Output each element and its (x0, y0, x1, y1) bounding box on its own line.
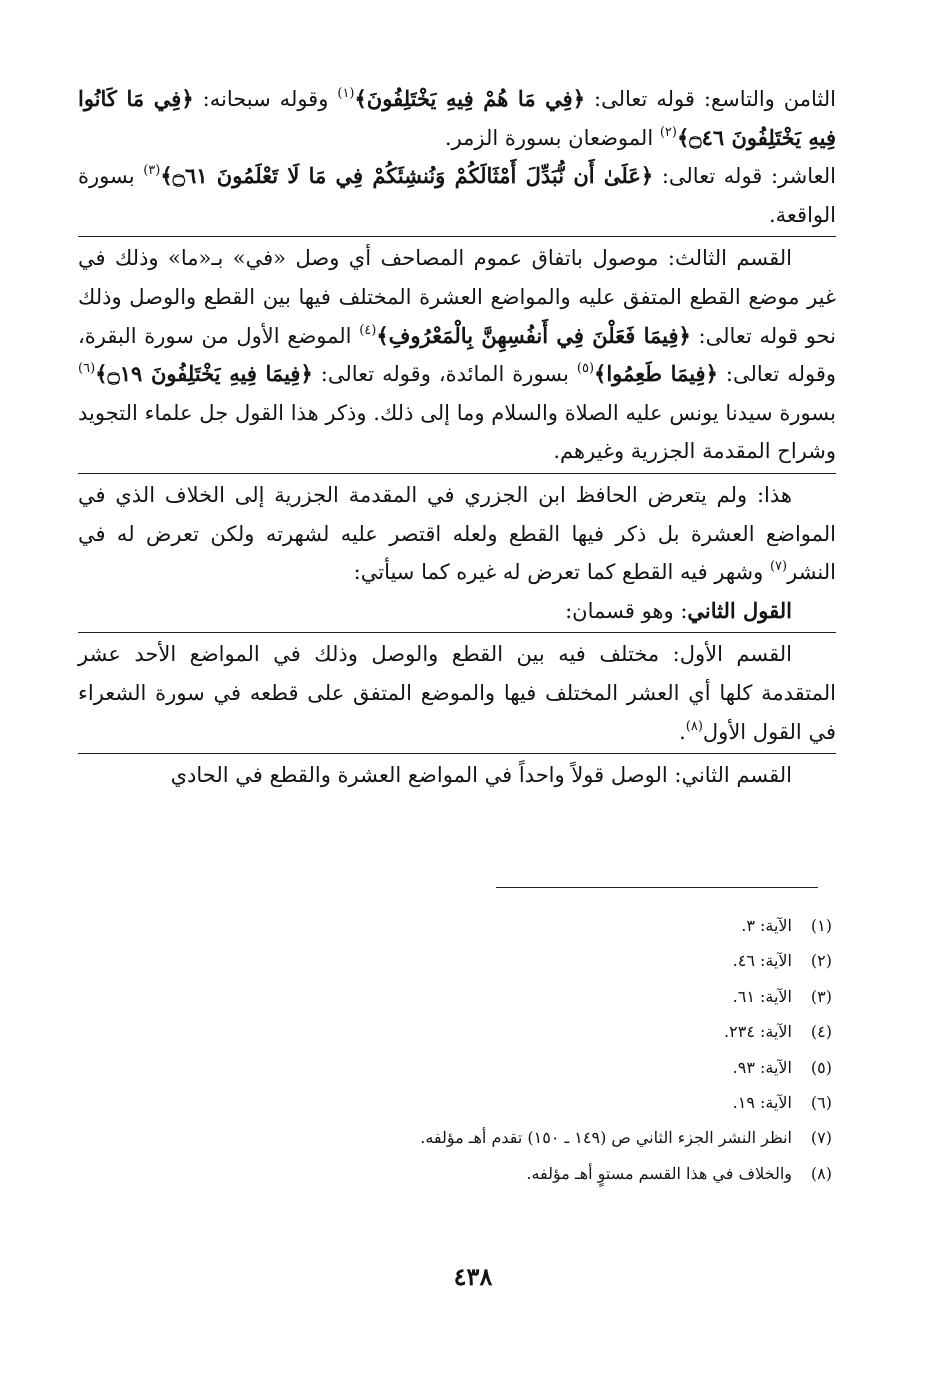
quran-verse: ﴿فِيمَا طَعِمُوا﴾ (594, 361, 718, 387)
footnote-text: الآية: ١٩. (732, 1093, 792, 1113)
main-text (78, 80, 836, 795)
footnote-number: (٣) (810, 986, 832, 1006)
footnote-number: (٧) (810, 1128, 832, 1148)
text-span: وشهر فيه القطع كما تعرض له غيره كما سيأتي: (353, 560, 770, 585)
footnote-marker[interactable]: (١) (337, 86, 355, 101)
footnote-text: الآية: ٢٣٤. (724, 1022, 792, 1042)
footnote-marker[interactable]: (٨) (685, 718, 703, 734)
paragraph-second-section (78, 753, 836, 795)
footnote-text: والخلاف في هذا القسم مستوٍ أهـ مؤلفه. (526, 1163, 792, 1183)
paragraph-first-section (78, 632, 836, 751)
quran-verse: ﴿فِيمَا فَعَلْنَ فِي أَنفُسِهِنَّ بِالْمَعْرُوفِ﴾ (376, 322, 691, 348)
footnote-item (120, 1014, 832, 1049)
text-span: وقوله سبحانه: (193, 87, 338, 111)
quran-verse: ﴿فِي مَا هُمْ فِيهِ يَخْتَلِفُونَ﴾ (354, 86, 586, 111)
footnote-number: (٦) (810, 1093, 832, 1113)
quran-verse: ﴿فِيمَا فِيهِ يَخْتَلِفُونَ ۝١٩﴾ (95, 361, 313, 387)
section-heading: القول الثاني (687, 597, 792, 623)
footnotes-list (120, 908, 832, 1191)
footnote-number: (٨) (810, 1163, 832, 1183)
footnote-marker[interactable]: (٤) (359, 322, 377, 338)
footnote-text: الآية: ٤٦. (732, 951, 792, 971)
footnote-item (120, 908, 832, 943)
text-span: القسم الثاني: الوصل قولاً واحداً في المواضع العشرة والقطع في الحادي (170, 763, 792, 788)
text-span: الموضع الأول من سورة البقرة، وقوله تعالى: (78, 323, 836, 387)
paragraph-tenth (78, 157, 836, 234)
text-span: بسورة الواقعة. (78, 164, 836, 227)
paragraph-third-section (78, 236, 836, 471)
footnote-marker[interactable]: (٧) (769, 559, 788, 575)
footnote-item (120, 943, 832, 978)
footnote-number: (١) (810, 916, 832, 935)
text-span: الثامن والتاسع: قوله تعالى: (585, 87, 837, 111)
footnote-number: (٥) (810, 1057, 832, 1077)
text-span: بسورة سيدنا يونس عليه الصلاة والسلام وما إلى ذلك. وذكر هذا القول جل علماء التجويد وشراح المقدمة الجزرية وغيرهم. (78, 400, 836, 464)
footnote-number: (٢) (810, 951, 832, 971)
text-span: . (679, 719, 686, 744)
footnote-text: الآية: ٩٣. (732, 1057, 792, 1077)
text-span: الموضعان بسورة الزمر. (444, 125, 660, 150)
footnote-marker[interactable]: (٢) (659, 124, 677, 140)
footnote-marker[interactable]: (٥) (576, 361, 595, 377)
footnote-number: (٤) (810, 1022, 832, 1042)
page-number: ٤٣٨ (453, 1262, 493, 1291)
footnote-item (120, 1156, 832, 1191)
text-span: بسورة المائدة، وقوله تعالى: (312, 362, 577, 387)
footnote-item (120, 1120, 832, 1155)
footnote-item (120, 1085, 832, 1120)
footnote-text: انظر النشر الجزء الثاني ص (١٤٩ ـ ١٥٠) تقدم أهـ مؤلفه. (420, 1128, 792, 1148)
footnote-marker[interactable]: (٣) (143, 163, 161, 179)
text-span: القسم الأول: مختلف فيه بين القطع والوصل وذلك في المواضع الأحد عشر المتقدمة كلها أي العشر المختلف فيها والموضع المتفق على قطعه في سورة الشعراء في القول الأول (78, 642, 836, 744)
text-span: : وهو قسمان: (565, 598, 688, 623)
footnote-divider (496, 887, 818, 888)
footnote-text: الآية: ٦١. (732, 986, 792, 1006)
footnote-marker[interactable]: (٦) (78, 361, 96, 377)
footnote-item (120, 1050, 832, 1085)
quran-verse: ﴿فِي مَا كَانُوا فِيهِ يَخْتَلِفُونَ ۝٤٦﴾ (78, 86, 836, 150)
paragraph-this (78, 473, 836, 592)
text-span: العاشر: قوله تعالى: (653, 164, 836, 189)
paragraph-second-opinion (78, 592, 836, 631)
footnote-item (120, 979, 832, 1014)
footnote-text: الآية: ٣. (741, 916, 792, 935)
text-span: القسم الثالث: موصول باتفاق عموم المصاحف أي وصل «في» بـ«ما» وذلك في غير موضع القطع المتفق عليه والمواضع العشرة المختلف فيها بين القطع والوصل وذلك نحو قوله تعالى: (78, 246, 837, 348)
paragraph-eighth-ninth (78, 80, 836, 157)
text-span: هذا: ولم يتعرض الحافظ ابن الجزري في المقدمة الجزرية إلى الخلاف الذي في المواضع العشرة بل ذكر فيها القطع ولعله اقتصر عليه لشهرته ولكن تعرض له في النشر (78, 482, 836, 585)
quran-verse: ﴿عَلَىٰ أَن نُّبَدِّلَ أَمْثَالَكُمْ وَنُنشِئَكُمْ فِي مَا لَا تَعْلَمُونَ ۝٦١﴾ (160, 163, 654, 189)
